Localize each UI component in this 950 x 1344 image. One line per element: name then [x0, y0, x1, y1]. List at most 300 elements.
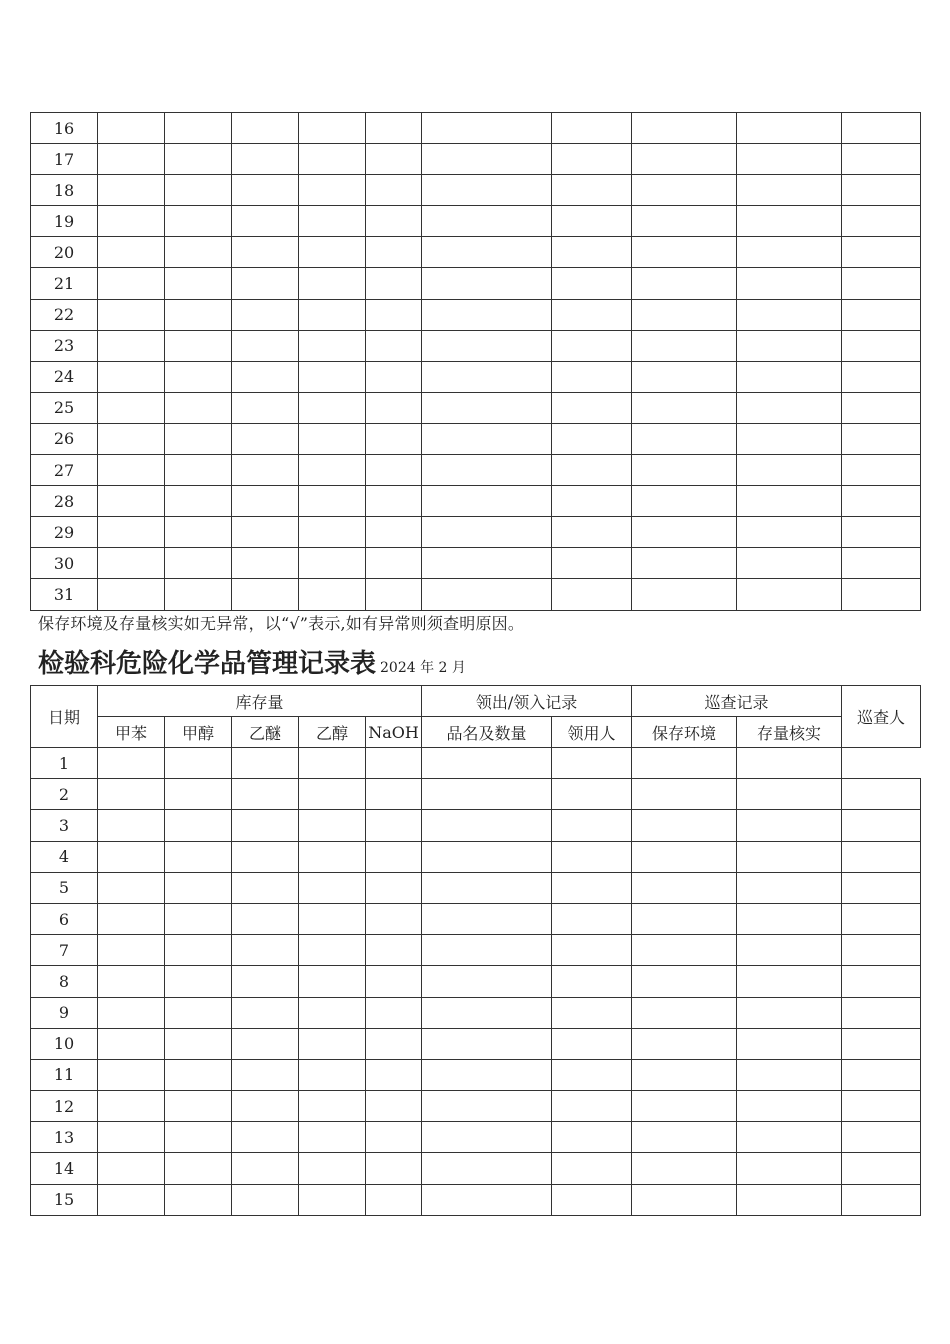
- entry-cell[interactable]: [737, 548, 842, 579]
- entry-cell[interactable]: [366, 361, 422, 392]
- entry-cell[interactable]: [737, 361, 842, 392]
- entry-cell[interactable]: [366, 330, 422, 361]
- entry-cell[interactable]: [422, 779, 552, 810]
- entry-cell[interactable]: [366, 1153, 422, 1184]
- entry-cell[interactable]: [632, 268, 737, 299]
- entry-cell[interactable]: [632, 903, 737, 934]
- entry-cell[interactable]: [552, 361, 632, 392]
- entry-cell[interactable]: [737, 517, 842, 548]
- entry-cell[interactable]: [98, 872, 165, 903]
- entry-cell[interactable]: [98, 966, 165, 997]
- entry-cell[interactable]: [299, 361, 366, 392]
- entry-cell[interactable]: [552, 1122, 632, 1153]
- entry-cell[interactable]: [737, 841, 842, 872]
- entry-cell[interactable]: [232, 113, 299, 144]
- entry-cell[interactable]: [632, 548, 737, 579]
- entry-cell[interactable]: [165, 268, 232, 299]
- entry-cell[interactable]: [422, 517, 552, 548]
- entry-cell[interactable]: [842, 486, 921, 517]
- entry-cell[interactable]: [422, 748, 552, 779]
- entry-cell[interactable]: [165, 1153, 232, 1184]
- entry-cell[interactable]: [842, 299, 921, 330]
- entry-cell[interactable]: [422, 1153, 552, 1184]
- entry-cell[interactable]: [366, 423, 422, 454]
- entry-cell[interactable]: [632, 579, 737, 610]
- entry-cell[interactable]: [737, 1059, 842, 1090]
- entry-cell[interactable]: [165, 997, 232, 1028]
- entry-cell[interactable]: [842, 1122, 921, 1153]
- entry-cell[interactable]: [165, 517, 232, 548]
- entry-cell[interactable]: [366, 1091, 422, 1122]
- entry-cell[interactable]: [552, 113, 632, 144]
- entry-cell[interactable]: [422, 268, 552, 299]
- entry-cell[interactable]: [232, 935, 299, 966]
- entry-cell[interactable]: [737, 1028, 842, 1059]
- entry-cell[interactable]: [842, 579, 921, 610]
- entry-cell[interactable]: [552, 903, 632, 934]
- entry-cell[interactable]: [422, 966, 552, 997]
- entry-cell[interactable]: [299, 903, 366, 934]
- entry-cell[interactable]: [422, 455, 552, 486]
- entry-cell[interactable]: [299, 579, 366, 610]
- entry-cell[interactable]: [842, 268, 921, 299]
- entry-cell[interactable]: [299, 935, 366, 966]
- entry-cell[interactable]: [552, 517, 632, 548]
- entry-cell[interactable]: [842, 237, 921, 268]
- entry-cell[interactable]: [422, 113, 552, 144]
- entry-cell[interactable]: [165, 872, 232, 903]
- entry-cell[interactable]: [366, 113, 422, 144]
- entry-cell[interactable]: [422, 872, 552, 903]
- entry-cell[interactable]: [98, 330, 165, 361]
- entry-cell[interactable]: [632, 935, 737, 966]
- entry-cell[interactable]: [98, 517, 165, 548]
- entry-cell[interactable]: [366, 935, 422, 966]
- entry-cell[interactable]: [232, 966, 299, 997]
- entry-cell[interactable]: [632, 113, 737, 144]
- entry-cell[interactable]: [737, 237, 842, 268]
- entry-cell[interactable]: [366, 872, 422, 903]
- entry-cell[interactable]: [552, 579, 632, 610]
- entry-cell[interactable]: [299, 548, 366, 579]
- entry-cell[interactable]: [366, 1028, 422, 1059]
- entry-cell[interactable]: [552, 1184, 632, 1215]
- entry-cell[interactable]: [632, 330, 737, 361]
- entry-cell[interactable]: [552, 486, 632, 517]
- entry-cell[interactable]: [422, 1059, 552, 1090]
- entry-cell[interactable]: [842, 361, 921, 392]
- entry-cell[interactable]: [737, 330, 842, 361]
- entry-cell[interactable]: [165, 1122, 232, 1153]
- entry-cell[interactable]: [552, 548, 632, 579]
- entry-cell[interactable]: [632, 299, 737, 330]
- entry-cell[interactable]: [299, 455, 366, 486]
- entry-cell[interactable]: [98, 1028, 165, 1059]
- entry-cell[interactable]: [737, 1153, 842, 1184]
- entry-cell[interactable]: [552, 1028, 632, 1059]
- entry-cell[interactable]: [842, 935, 921, 966]
- entry-cell[interactable]: [422, 175, 552, 206]
- entry-cell[interactable]: [98, 1091, 165, 1122]
- entry-cell[interactable]: [299, 841, 366, 872]
- entry-cell[interactable]: [232, 548, 299, 579]
- entry-cell[interactable]: [366, 748, 422, 779]
- entry-cell[interactable]: [232, 872, 299, 903]
- entry-cell[interactable]: [422, 579, 552, 610]
- entry-cell[interactable]: [232, 1028, 299, 1059]
- entry-cell[interactable]: [165, 113, 232, 144]
- entry-cell[interactable]: [232, 455, 299, 486]
- entry-cell[interactable]: [842, 966, 921, 997]
- entry-cell[interactable]: [632, 779, 737, 810]
- entry-cell[interactable]: [98, 392, 165, 423]
- entry-cell[interactable]: [299, 1153, 366, 1184]
- entry-cell[interactable]: [737, 299, 842, 330]
- entry-cell[interactable]: [299, 144, 366, 175]
- entry-cell[interactable]: [165, 548, 232, 579]
- entry-cell[interactable]: [842, 113, 921, 144]
- entry-cell[interactable]: [232, 330, 299, 361]
- entry-cell[interactable]: [422, 997, 552, 1028]
- entry-cell[interactable]: [632, 1028, 737, 1059]
- entry-cell[interactable]: [552, 841, 632, 872]
- entry-cell[interactable]: [232, 1091, 299, 1122]
- entry-cell[interactable]: [737, 268, 842, 299]
- entry-cell[interactable]: [842, 779, 921, 810]
- entry-cell[interactable]: [98, 144, 165, 175]
- entry-cell[interactable]: [299, 810, 366, 841]
- entry-cell[interactable]: [165, 1091, 232, 1122]
- entry-cell[interactable]: [98, 206, 165, 237]
- entry-cell[interactable]: [98, 841, 165, 872]
- entry-cell[interactable]: [98, 299, 165, 330]
- entry-cell[interactable]: [632, 997, 737, 1028]
- entry-cell[interactable]: [632, 517, 737, 548]
- entry-cell[interactable]: [422, 423, 552, 454]
- entry-cell[interactable]: [299, 423, 366, 454]
- entry-cell[interactable]: [98, 579, 165, 610]
- entry-cell[interactable]: [98, 1153, 165, 1184]
- entry-cell[interactable]: [552, 206, 632, 237]
- entry-cell[interactable]: [232, 175, 299, 206]
- entry-cell[interactable]: [165, 1059, 232, 1090]
- entry-cell[interactable]: [232, 810, 299, 841]
- entry-cell[interactable]: [165, 841, 232, 872]
- entry-cell[interactable]: [98, 810, 165, 841]
- entry-cell[interactable]: [737, 966, 842, 997]
- entry-cell[interactable]: [552, 237, 632, 268]
- entry-cell[interactable]: [632, 1122, 737, 1153]
- entry-cell[interactable]: [165, 175, 232, 206]
- entry-cell[interactable]: [299, 268, 366, 299]
- entry-cell[interactable]: [366, 903, 422, 934]
- entry-cell[interactable]: [98, 748, 165, 779]
- entry-cell[interactable]: [552, 997, 632, 1028]
- entry-cell[interactable]: [232, 423, 299, 454]
- entry-cell[interactable]: [366, 392, 422, 423]
- entry-cell[interactable]: [299, 206, 366, 237]
- entry-cell[interactable]: [165, 392, 232, 423]
- entry-cell[interactable]: [366, 299, 422, 330]
- entry-cell[interactable]: [366, 144, 422, 175]
- entry-cell[interactable]: [552, 455, 632, 486]
- entry-cell[interactable]: [232, 841, 299, 872]
- entry-cell[interactable]: [422, 935, 552, 966]
- entry-cell[interactable]: [366, 548, 422, 579]
- entry-cell[interactable]: [98, 935, 165, 966]
- entry-cell[interactable]: [299, 1059, 366, 1090]
- entry-cell[interactable]: [422, 548, 552, 579]
- entry-cell[interactable]: [98, 1059, 165, 1090]
- entry-cell[interactable]: [842, 1028, 921, 1059]
- entry-cell[interactable]: [165, 966, 232, 997]
- entry-cell[interactable]: [552, 872, 632, 903]
- entry-cell[interactable]: [98, 113, 165, 144]
- entry-cell[interactable]: [366, 997, 422, 1028]
- entry-cell[interactable]: [842, 144, 921, 175]
- entry-cell[interactable]: [366, 268, 422, 299]
- entry-cell[interactable]: [552, 935, 632, 966]
- entry-cell[interactable]: [632, 486, 737, 517]
- entry-cell[interactable]: [632, 237, 737, 268]
- entry-cell[interactable]: [632, 175, 737, 206]
- entry-cell[interactable]: [299, 872, 366, 903]
- entry-cell[interactable]: [552, 175, 632, 206]
- entry-cell[interactable]: [737, 1184, 842, 1215]
- entry-cell[interactable]: [299, 966, 366, 997]
- entry-cell[interactable]: [737, 903, 842, 934]
- entry-cell[interactable]: [737, 779, 842, 810]
- entry-cell[interactable]: [232, 997, 299, 1028]
- entry-cell[interactable]: [299, 237, 366, 268]
- entry-cell[interactable]: [842, 872, 921, 903]
- entry-cell[interactable]: [552, 423, 632, 454]
- entry-cell[interactable]: [232, 1122, 299, 1153]
- entry-cell[interactable]: [165, 486, 232, 517]
- entry-cell[interactable]: [552, 330, 632, 361]
- entry-cell[interactable]: [422, 392, 552, 423]
- entry-cell[interactable]: [737, 748, 842, 779]
- entry-cell[interactable]: [422, 486, 552, 517]
- entry-cell[interactable]: [366, 1184, 422, 1215]
- entry-cell[interactable]: [422, 237, 552, 268]
- entry-cell[interactable]: [552, 392, 632, 423]
- entry-cell[interactable]: [366, 810, 422, 841]
- entry-cell[interactable]: [165, 779, 232, 810]
- entry-cell[interactable]: [366, 175, 422, 206]
- entry-cell[interactable]: [299, 779, 366, 810]
- entry-cell[interactable]: [165, 903, 232, 934]
- entry-cell[interactable]: [632, 966, 737, 997]
- entry-cell[interactable]: [299, 748, 366, 779]
- entry-cell[interactable]: [232, 748, 299, 779]
- entry-cell[interactable]: [98, 237, 165, 268]
- entry-cell[interactable]: [737, 935, 842, 966]
- entry-cell[interactable]: [422, 361, 552, 392]
- entry-cell[interactable]: [842, 841, 921, 872]
- entry-cell[interactable]: [632, 841, 737, 872]
- entry-cell[interactable]: [842, 810, 921, 841]
- entry-cell[interactable]: [552, 1091, 632, 1122]
- entry-cell[interactable]: [165, 1184, 232, 1215]
- entry-cell[interactable]: [737, 1122, 842, 1153]
- entry-cell[interactable]: [842, 1059, 921, 1090]
- entry-cell[interactable]: [552, 299, 632, 330]
- entry-cell[interactable]: [422, 903, 552, 934]
- entry-cell[interactable]: [552, 1059, 632, 1090]
- entry-cell[interactable]: [632, 455, 737, 486]
- entry-cell[interactable]: [299, 392, 366, 423]
- entry-cell[interactable]: [98, 175, 165, 206]
- entry-cell[interactable]: [299, 517, 366, 548]
- entry-cell[interactable]: [98, 423, 165, 454]
- entry-cell[interactable]: [842, 392, 921, 423]
- entry-cell[interactable]: [737, 1091, 842, 1122]
- entry-cell[interactable]: [737, 423, 842, 454]
- entry-cell[interactable]: [422, 1091, 552, 1122]
- entry-cell[interactable]: [165, 237, 232, 268]
- entry-cell[interactable]: [366, 1122, 422, 1153]
- entry-cell[interactable]: [165, 299, 232, 330]
- entry-cell[interactable]: [98, 1122, 165, 1153]
- entry-cell[interactable]: [842, 1153, 921, 1184]
- entry-cell[interactable]: [632, 1153, 737, 1184]
- entry-cell[interactable]: [632, 810, 737, 841]
- entry-cell[interactable]: [98, 486, 165, 517]
- entry-cell[interactable]: [737, 175, 842, 206]
- entry-cell[interactable]: [299, 1184, 366, 1215]
- entry-cell[interactable]: [165, 206, 232, 237]
- entry-cell[interactable]: [232, 1184, 299, 1215]
- entry-cell[interactable]: [737, 113, 842, 144]
- entry-cell[interactable]: [366, 206, 422, 237]
- entry-cell[interactable]: [232, 779, 299, 810]
- entry-cell[interactable]: [232, 206, 299, 237]
- entry-cell[interactable]: [632, 1091, 737, 1122]
- entry-cell[interactable]: [632, 1184, 737, 1215]
- entry-cell[interactable]: [552, 144, 632, 175]
- entry-cell[interactable]: [232, 361, 299, 392]
- entry-cell[interactable]: [165, 579, 232, 610]
- entry-cell[interactable]: [737, 997, 842, 1028]
- entry-cell[interactable]: [165, 330, 232, 361]
- entry-cell[interactable]: [422, 299, 552, 330]
- entry-cell[interactable]: [842, 903, 921, 934]
- entry-cell[interactable]: [632, 423, 737, 454]
- entry-cell[interactable]: [232, 579, 299, 610]
- entry-cell[interactable]: [552, 810, 632, 841]
- entry-cell[interactable]: [232, 299, 299, 330]
- entry-cell[interactable]: [737, 206, 842, 237]
- entry-cell[interactable]: [737, 486, 842, 517]
- entry-cell[interactable]: [165, 423, 232, 454]
- entry-cell[interactable]: [422, 1122, 552, 1153]
- entry-cell[interactable]: [842, 175, 921, 206]
- entry-cell[interactable]: [842, 517, 921, 548]
- entry-cell[interactable]: [165, 748, 232, 779]
- entry-cell[interactable]: [98, 361, 165, 392]
- entry-cell[interactable]: [632, 748, 737, 779]
- entry-cell[interactable]: [98, 997, 165, 1028]
- entry-cell[interactable]: [632, 361, 737, 392]
- entry-cell[interactable]: [165, 935, 232, 966]
- entry-cell[interactable]: [232, 392, 299, 423]
- entry-cell[interactable]: [299, 175, 366, 206]
- entry-cell[interactable]: [842, 1091, 921, 1122]
- entry-cell[interactable]: [165, 455, 232, 486]
- entry-cell[interactable]: [232, 517, 299, 548]
- entry-cell[interactable]: [299, 486, 366, 517]
- entry-cell[interactable]: [552, 966, 632, 997]
- entry-cell[interactable]: [299, 299, 366, 330]
- entry-cell[interactable]: [422, 1028, 552, 1059]
- entry-cell[interactable]: [299, 1028, 366, 1059]
- entry-cell[interactable]: [737, 144, 842, 175]
- entry-cell[interactable]: [422, 144, 552, 175]
- entry-cell[interactable]: [165, 144, 232, 175]
- entry-cell[interactable]: [737, 810, 842, 841]
- entry-cell[interactable]: [842, 1184, 921, 1215]
- entry-cell[interactable]: [632, 1059, 737, 1090]
- entry-cell[interactable]: [98, 903, 165, 934]
- entry-cell[interactable]: [737, 579, 842, 610]
- entry-cell[interactable]: [165, 361, 232, 392]
- entry-cell[interactable]: [552, 1153, 632, 1184]
- entry-cell[interactable]: [842, 206, 921, 237]
- entry-cell[interactable]: [366, 455, 422, 486]
- entry-cell[interactable]: [232, 237, 299, 268]
- entry-cell[interactable]: [232, 903, 299, 934]
- entry-cell[interactable]: [98, 455, 165, 486]
- entry-cell[interactable]: [737, 455, 842, 486]
- entry-cell[interactable]: [299, 1091, 366, 1122]
- entry-cell[interactable]: [422, 841, 552, 872]
- entry-cell[interactable]: [98, 1184, 165, 1215]
- entry-cell[interactable]: [552, 268, 632, 299]
- entry-cell[interactable]: [632, 144, 737, 175]
- entry-cell[interactable]: [98, 548, 165, 579]
- entry-cell[interactable]: [232, 1059, 299, 1090]
- entry-cell[interactable]: [299, 113, 366, 144]
- entry-cell[interactable]: [632, 206, 737, 237]
- entry-cell[interactable]: [366, 966, 422, 997]
- entry-cell[interactable]: [552, 779, 632, 810]
- entry-cell[interactable]: [366, 579, 422, 610]
- entry-cell[interactable]: [632, 392, 737, 423]
- entry-cell[interactable]: [232, 268, 299, 299]
- entry-cell[interactable]: [366, 841, 422, 872]
- entry-cell[interactable]: [422, 810, 552, 841]
- entry-cell[interactable]: [737, 872, 842, 903]
- entry-cell[interactable]: [842, 330, 921, 361]
- entry-cell[interactable]: [552, 748, 632, 779]
- entry-cell[interactable]: [366, 779, 422, 810]
- entry-cell[interactable]: [366, 486, 422, 517]
- entry-cell[interactable]: [165, 1028, 232, 1059]
- entry-cell[interactable]: [632, 872, 737, 903]
- entry-cell[interactable]: [366, 237, 422, 268]
- entry-cell[interactable]: [422, 206, 552, 237]
- entry-cell[interactable]: [232, 486, 299, 517]
- entry-cell[interactable]: [422, 330, 552, 361]
- entry-cell[interactable]: [422, 1184, 552, 1215]
- entry-cell[interactable]: [98, 268, 165, 299]
- entry-cell[interactable]: [366, 1059, 422, 1090]
- entry-cell[interactable]: [98, 779, 165, 810]
- entry-cell[interactable]: [737, 392, 842, 423]
- entry-cell[interactable]: [165, 810, 232, 841]
- entry-cell[interactable]: [232, 1153, 299, 1184]
